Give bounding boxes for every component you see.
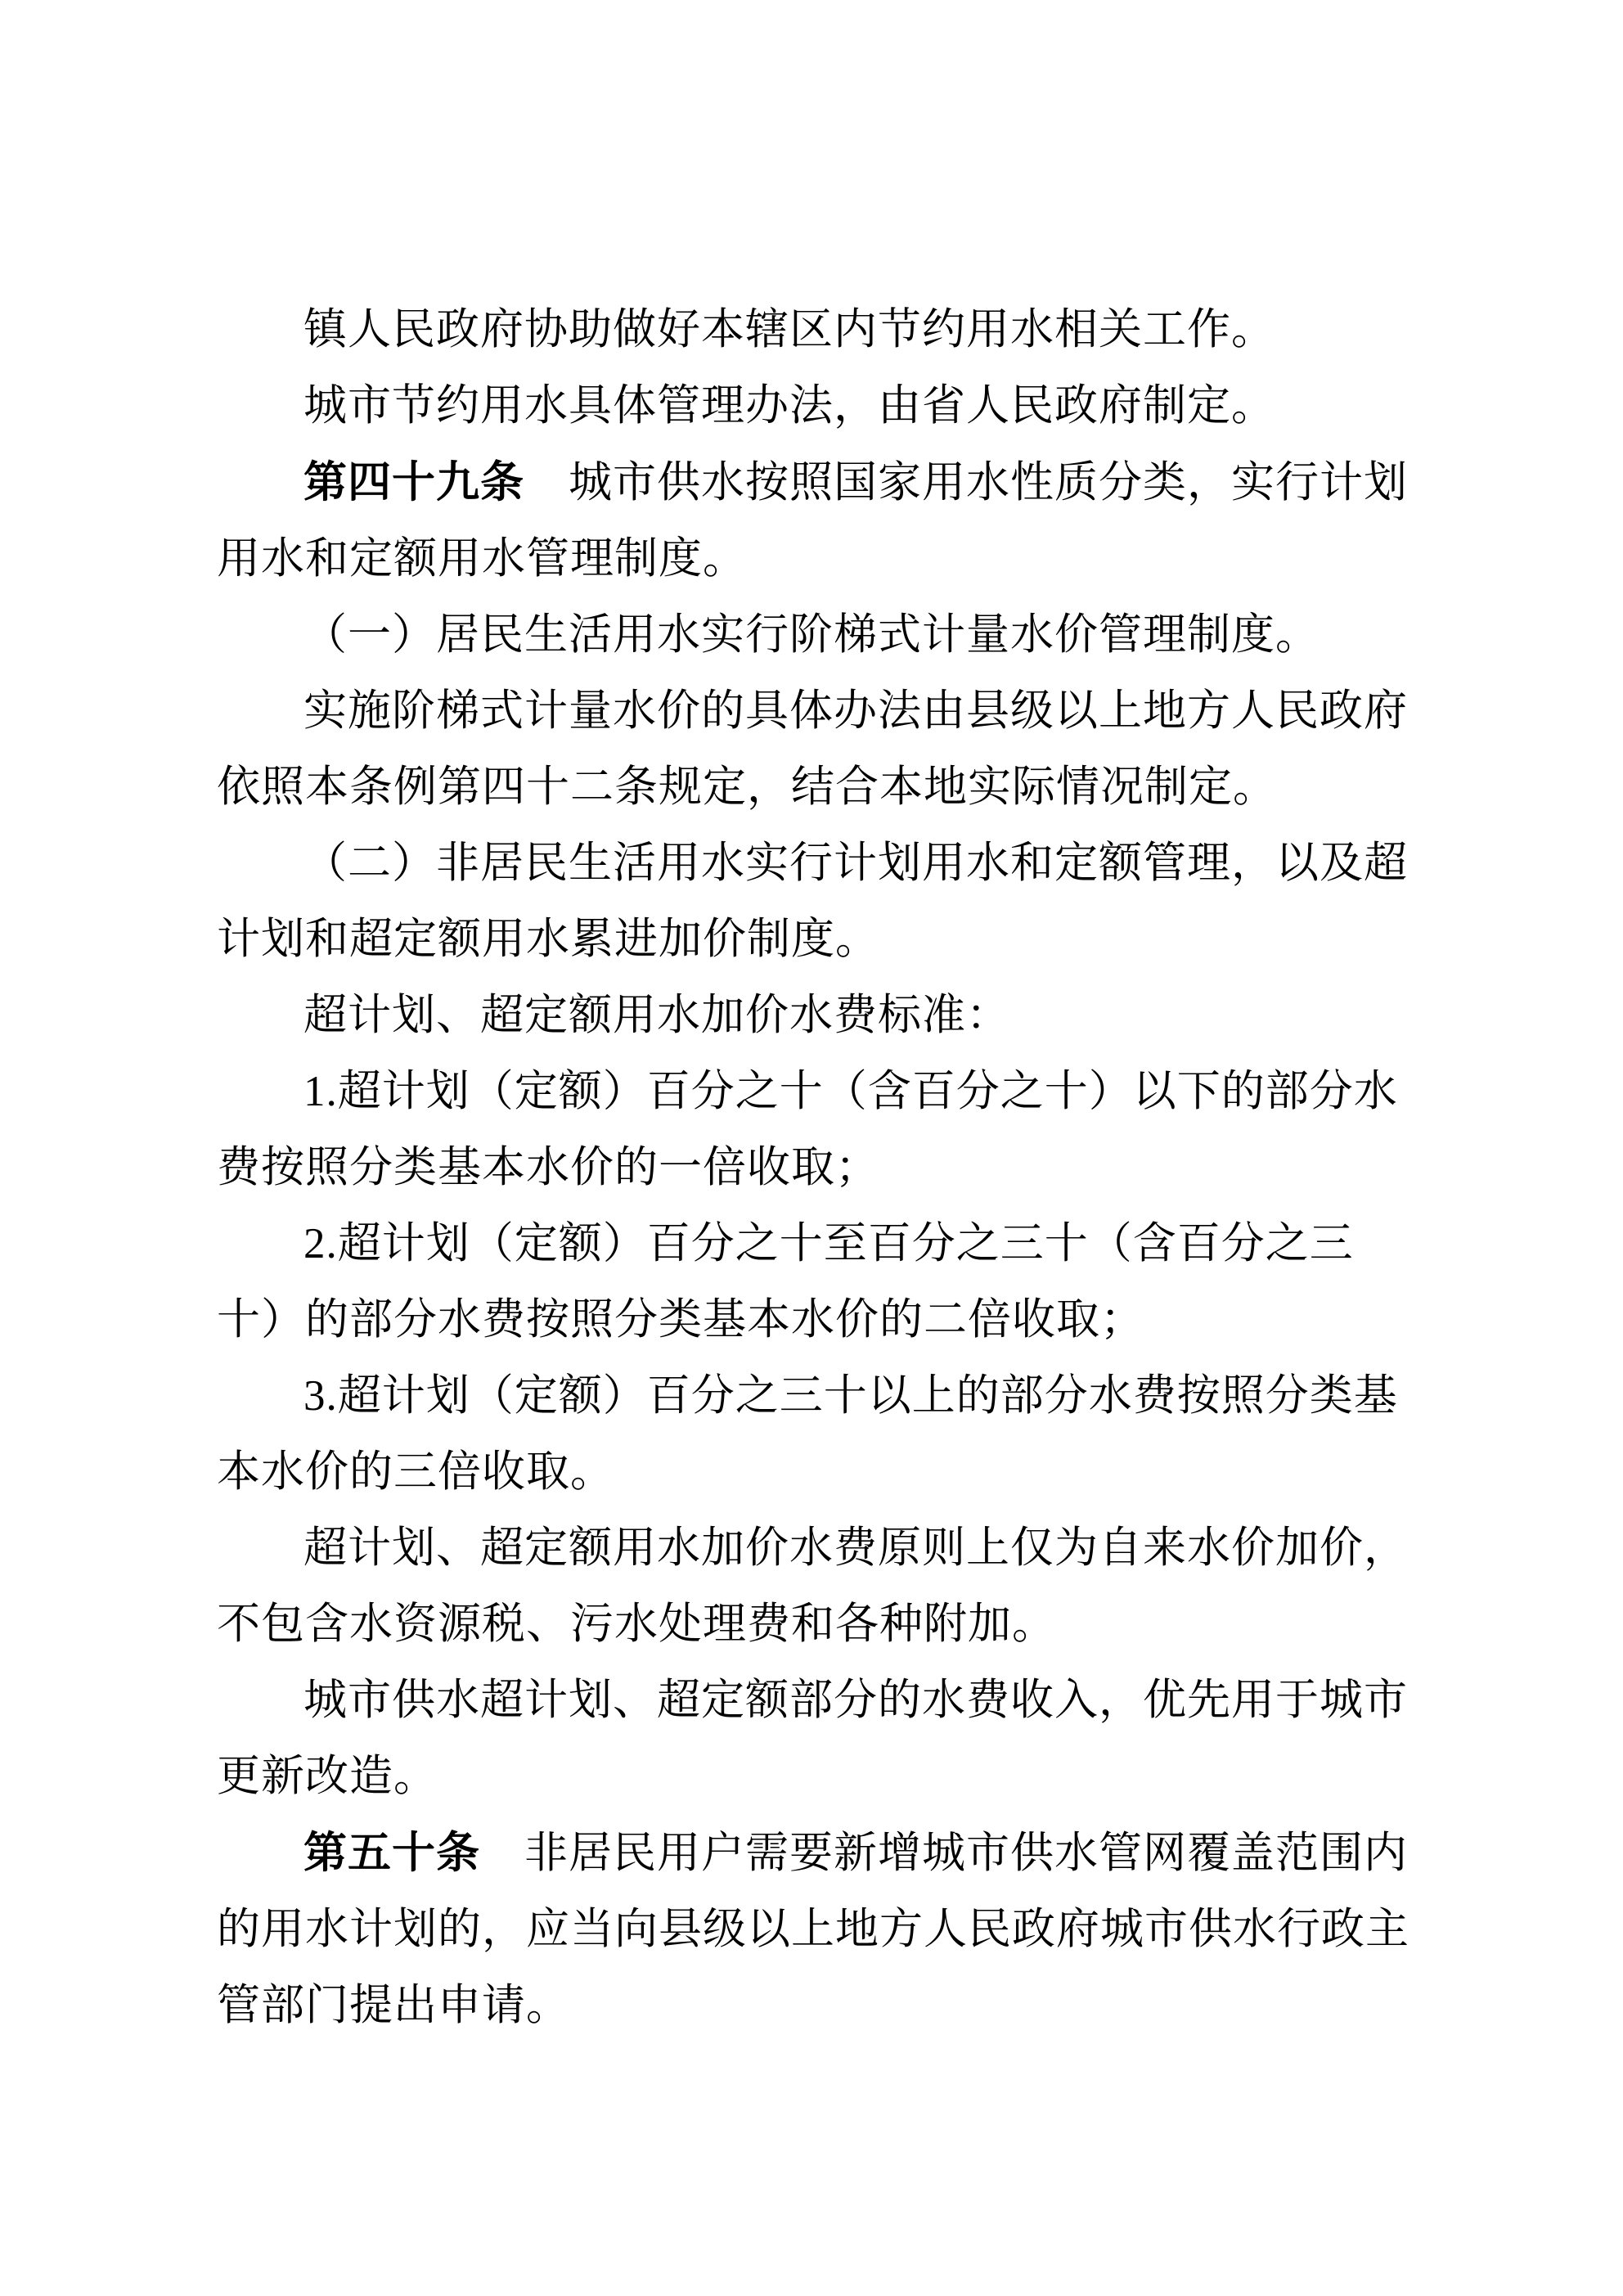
paragraph-text: 非居民用户需要新增城市供水管网覆盖范围内的用水计划的，应当向县级以上地方人民政府城市供水行政主管部门提出申请。 (217, 1830, 1409, 2029)
paragraph-text: 镇人民政府协助做好本辖区内节约用水相关工作。 (303, 306, 1275, 353)
paragraph-text: 3.超计划（定额）百分之三十以上的部分水费按照分类基本水价的三倍收取。 (217, 1372, 1398, 1496)
paragraph (217, 368, 1419, 444)
paragraph-text: （二）非居民生活用水实行计划用水和定额管理，以及超计划和超定额用水累进加价制度。 (217, 840, 1408, 963)
document-body (217, 292, 1419, 2044)
paragraph (217, 673, 1419, 826)
paragraph (217, 292, 1419, 368)
paragraph-text: 2.超计划（定额）百分之十至百分之三十（含百分之三十）的部分水费按照分类基本水价的二倍收取； (217, 1220, 1354, 1344)
article-number: 第四十九条 (303, 458, 524, 506)
paragraph (217, 1815, 1419, 2044)
paragraph-text: 实施阶梯式计量水价的具体办法由县级以上地方人民政府依照本条例第四十二条规定，结合本地实际情况制定。 (217, 687, 1408, 811)
paragraph (217, 978, 1419, 1054)
paragraph (217, 1206, 1419, 1358)
paragraph (217, 597, 1419, 673)
paragraph (217, 444, 1419, 597)
article-number: 第五十条 (303, 1829, 480, 1877)
paragraph-text: 超计划、超定额用水加价水费标准： (303, 992, 1010, 1039)
paragraph (217, 1358, 1419, 1510)
paragraph-text: 1.超计划（定额）百分之十（含百分之十）以下的部分水费按照分类基本水价的一倍收取； (217, 1068, 1398, 1191)
paragraph (217, 1663, 1419, 1815)
paragraph-text: 城市节约用水具体管理办法，由省人民政府制定。 (303, 382, 1275, 430)
paragraph-text: （一）居民生活用水实行阶梯式计量水价管理制度。 (303, 611, 1320, 659)
paragraph-text: 城市供水按照国家用水性质分类，实行计划用水和定额用水管理制度。 (217, 459, 1408, 583)
paragraph (217, 1510, 1419, 1663)
paragraph-text: 城市供水超计划、超定额部分的水费收入，优先用于城市更新改造。 (217, 1677, 1408, 1800)
paragraph (217, 826, 1419, 978)
paragraph-text: 超计划、超定额用水加价水费原则上仅为自来水价加价，不包含水资源税、污水处理费和各种附加。 (217, 1524, 1408, 1648)
paragraph (217, 1054, 1419, 1206)
